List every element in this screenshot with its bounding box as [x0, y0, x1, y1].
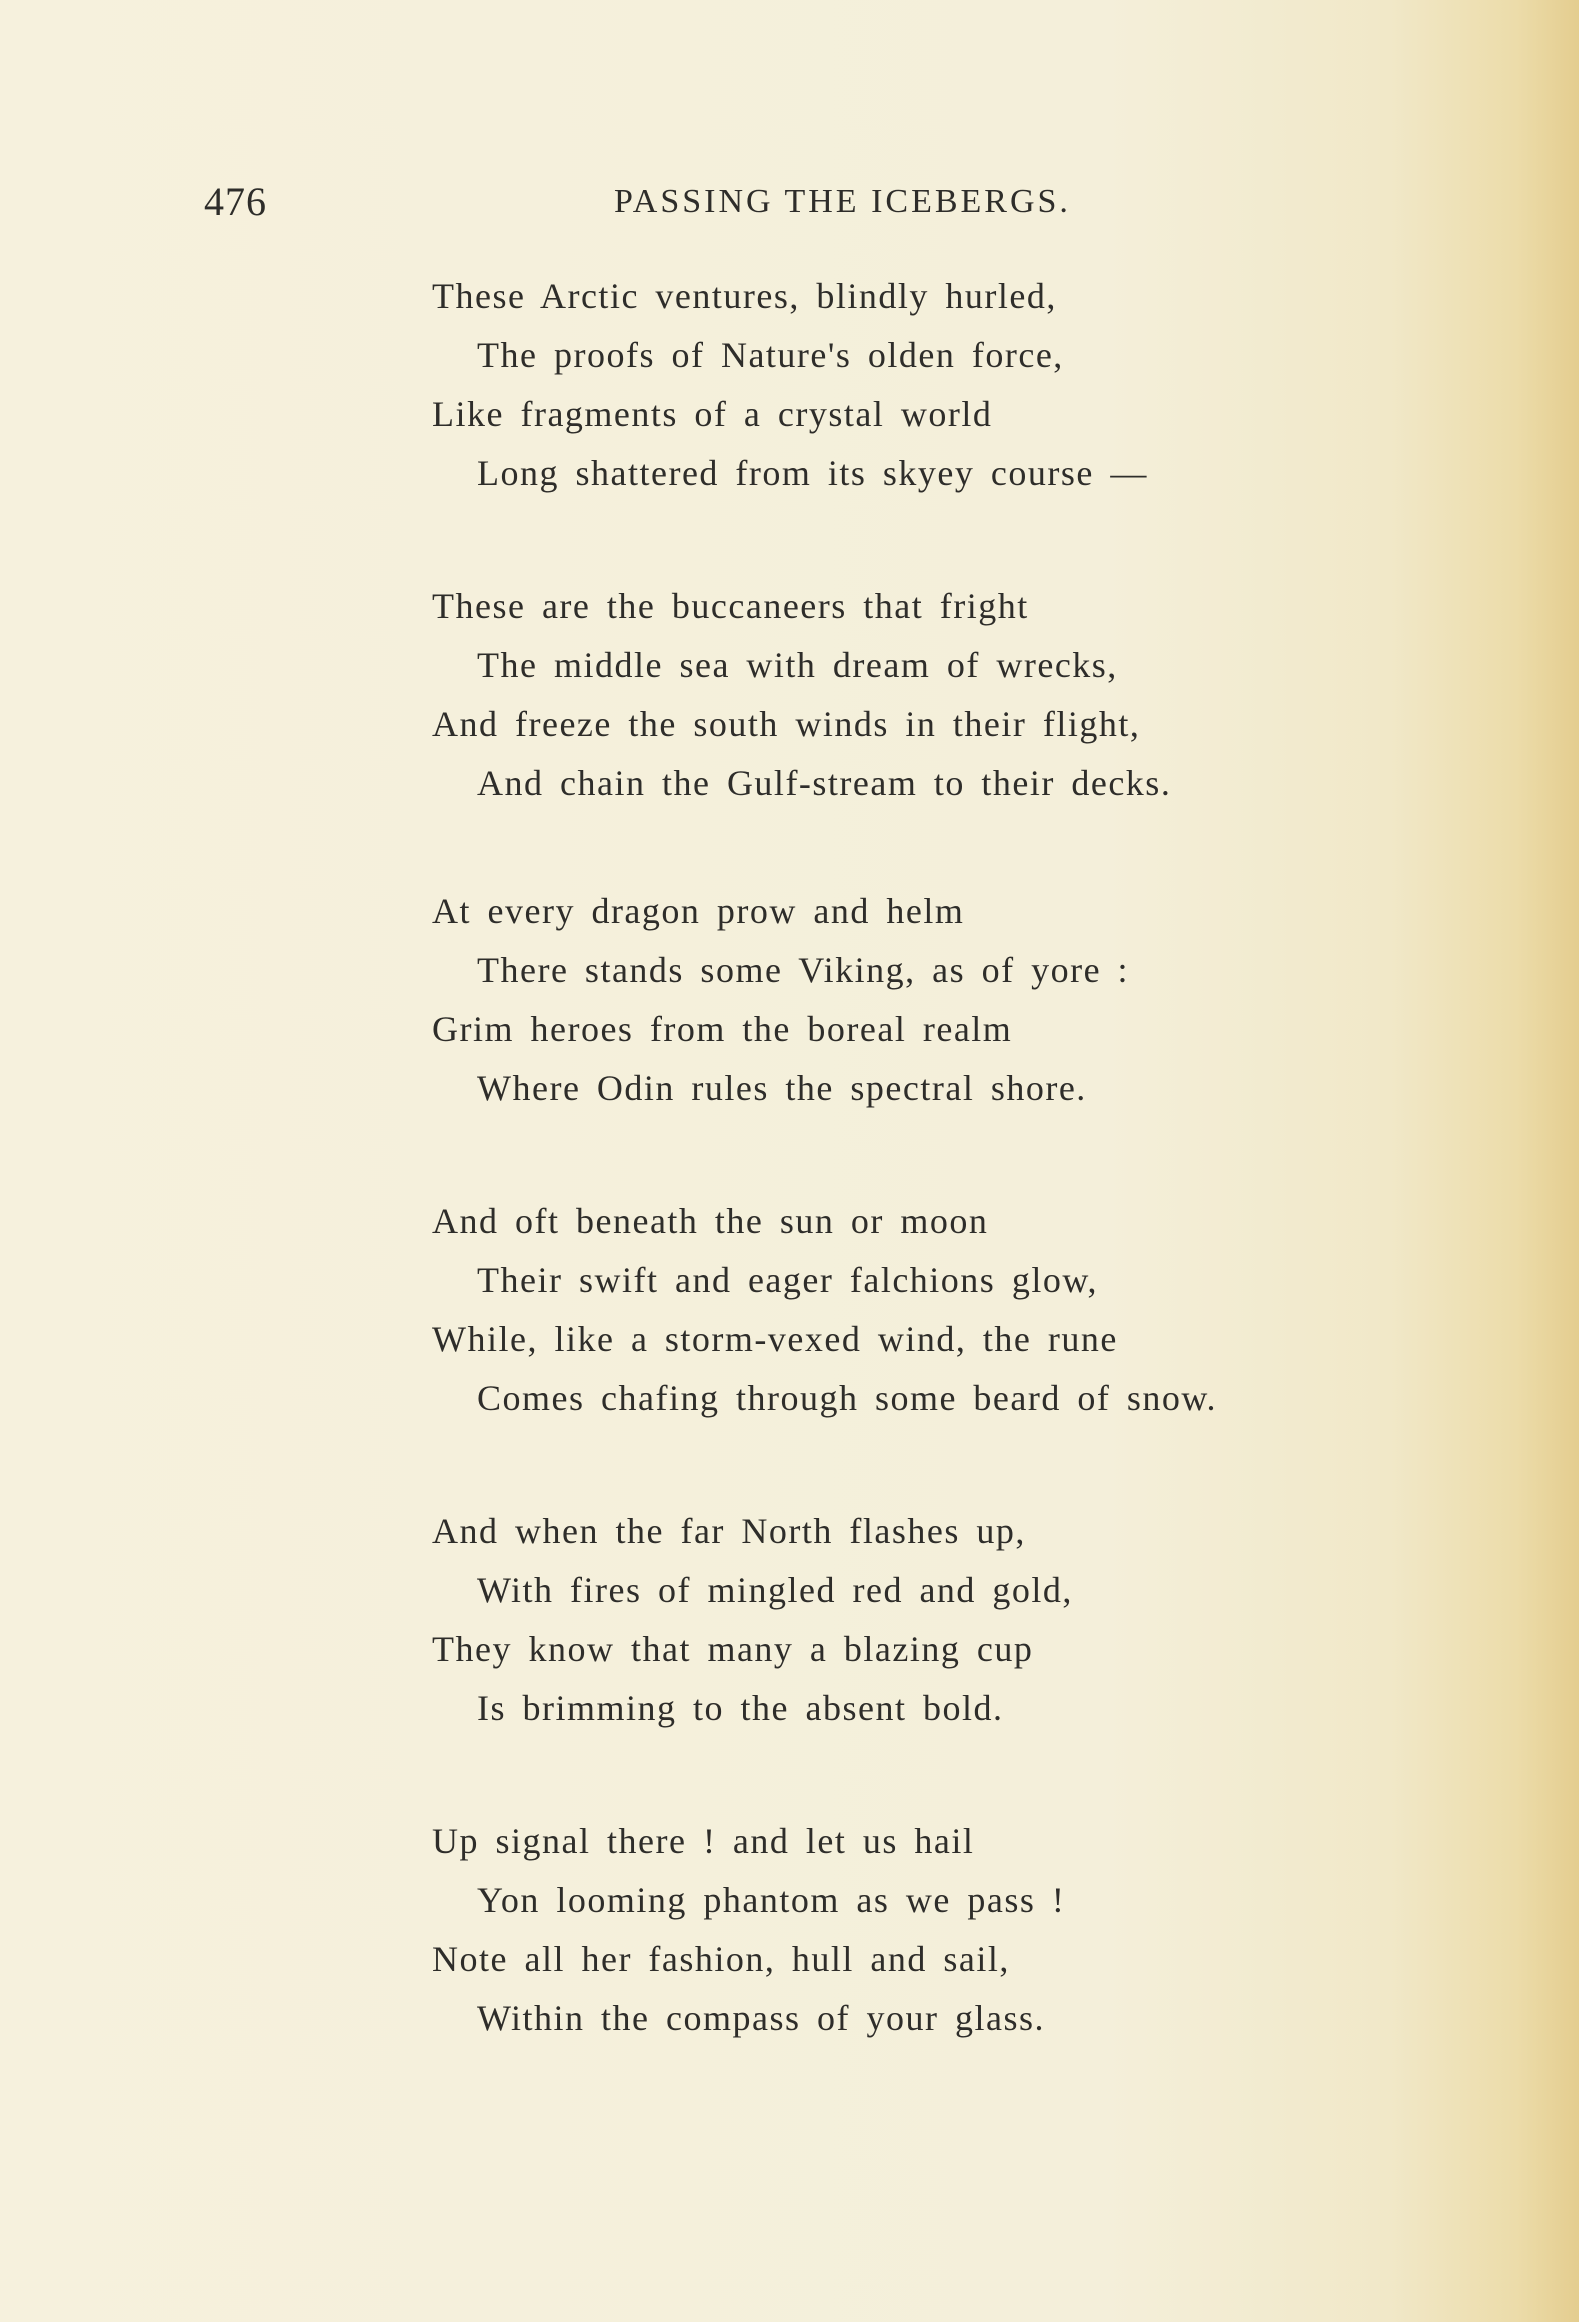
poem-line: Comes chafing through some beard of snow. — [477, 1378, 1218, 1418]
poem-line: They know that many a blazing cup — [432, 1629, 1034, 1669]
poem-line: At every dragon prow and helm — [432, 891, 965, 931]
poem-line: And oft beneath the sun or moon — [432, 1201, 989, 1241]
poem-line: Their swift and eager falchions glow, — [477, 1260, 1098, 1300]
running-title: PASSING THE ICEBERGS. — [614, 183, 1071, 220]
poem-line: Where Odin rules the spectral shore. — [477, 1068, 1087, 1108]
poem-line: While, like a storm-vexed wind, the rune — [432, 1319, 1118, 1359]
poem-line: With fires of mingled red and gold, — [477, 1570, 1073, 1610]
poem-line: These are the buccaneers that fright — [432, 586, 1029, 626]
poem-line: Grim heroes from the boreal realm — [432, 1009, 1013, 1049]
poem-line: These Arctic ventures, blindly hurled, — [432, 276, 1057, 316]
poem-line: Like fragments of a crystal world — [432, 394, 993, 434]
poem-line: And chain the Gulf-stream to their decks. — [477, 763, 1172, 803]
poem-line: Long shattered from its skyey course — — [477, 453, 1148, 493]
page-header — [0, 172, 1579, 232]
poem-line: Yon looming phantom as we pass ! — [477, 1880, 1066, 1920]
poem-line: And freeze the south winds in their flight, — [432, 704, 1141, 744]
poem-line: The proofs of Nature's olden force, — [477, 335, 1064, 375]
poem-line: Within the compass of your glass. — [477, 1998, 1045, 2038]
page-number: 476 — [204, 179, 267, 224]
poem-line: Up signal there ! and let us hail — [432, 1821, 975, 1861]
poem-line: There stands some Viking, as of yore : — [477, 950, 1130, 990]
poem-line: Note all her fashion, hull and sail, — [432, 1939, 1010, 1979]
poem-line: The middle sea with dream of wrecks, — [477, 645, 1118, 685]
poem-line: Is brimming to the absent bold. — [477, 1688, 1004, 1728]
poem-line: And when the far North flashes up, — [432, 1511, 1026, 1551]
